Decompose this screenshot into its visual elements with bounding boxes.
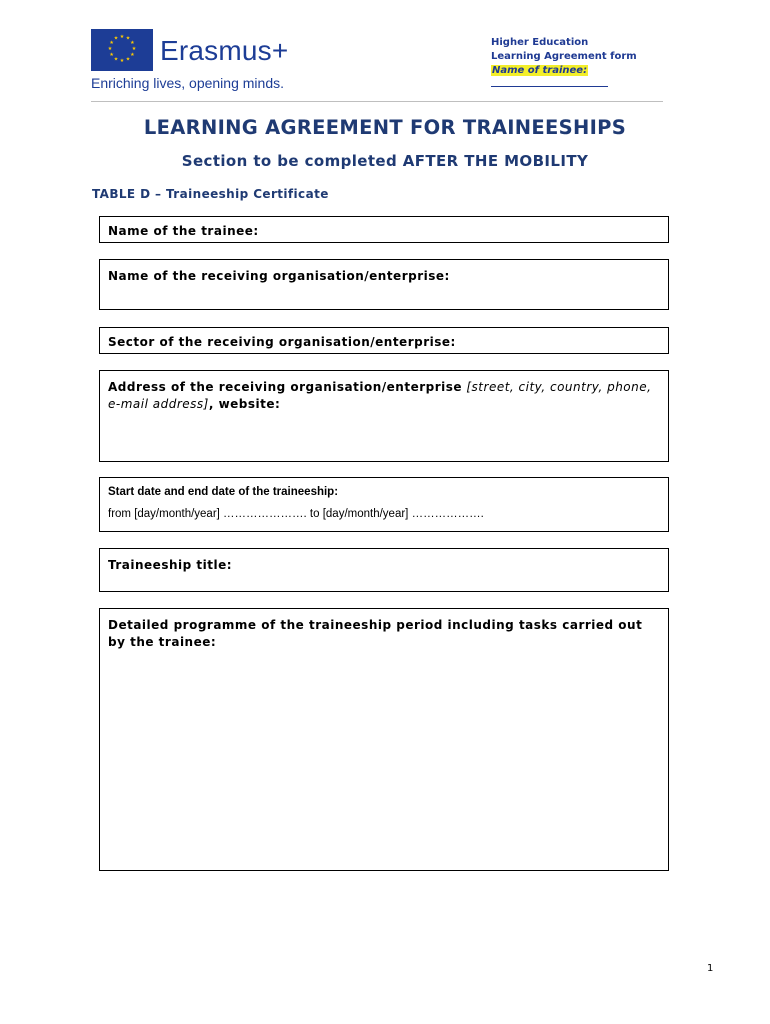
svg-text:★: ★ bbox=[119, 58, 125, 64]
table-label: TABLE D – Traineeship Certificate bbox=[92, 187, 329, 201]
svg-text:★: ★ bbox=[130, 40, 135, 46]
traineeship-title-field[interactable] bbox=[99, 548, 669, 592]
trainee-name-label: Name of the trainee: bbox=[108, 224, 259, 238]
erasmus-logo bbox=[91, 29, 311, 95]
svg-text:★: ★ bbox=[107, 46, 113, 52]
org-address-hint: [street, city, country, phone, e-mail address] bbox=[108, 380, 652, 411]
svg-text:★: ★ bbox=[131, 46, 137, 52]
header-line-higher-education: Higher Education bbox=[491, 37, 589, 48]
org-address-label: Address of the receiving organisation/enterprise bbox=[108, 380, 463, 394]
svg-text:★: ★ bbox=[113, 35, 119, 42]
erasmus-wordmark: Erasmus+ bbox=[160, 35, 289, 66]
dates-label: Start date and end date of the traineeship: bbox=[108, 486, 339, 498]
svg-text:★: ★ bbox=[119, 34, 125, 40]
org-address-field[interactable] bbox=[99, 370, 669, 462]
org-name-field[interactable] bbox=[99, 259, 669, 310]
header-divider bbox=[91, 101, 663, 102]
programme-label: Detailed programme of the traineeship period including tasks carried out by the trainee: bbox=[108, 618, 643, 649]
programme-field[interactable] bbox=[99, 608, 669, 871]
svg-text:★: ★ bbox=[113, 56, 119, 63]
logo-tagline: Enriching lives, opening minds. bbox=[91, 75, 284, 91]
svg-text:★: ★ bbox=[125, 35, 131, 42]
svg-text:★: ★ bbox=[109, 40, 114, 46]
header-trainee-label: Name of trainee: bbox=[492, 65, 588, 76]
header-info bbox=[491, 36, 637, 87]
svg-text:★: ★ bbox=[109, 52, 114, 58]
traineeship-title-label: Traineeship title: bbox=[108, 558, 233, 572]
page-title: LEARNING AGREEMENT FOR TRAINEESHIPS bbox=[143, 116, 627, 139]
org-sector-field[interactable] bbox=[99, 327, 669, 354]
org-sector-label: Sector of the receiving organisation/enterprise: bbox=[108, 335, 456, 349]
page-number: 1 bbox=[707, 963, 714, 974]
trainee-name-blank bbox=[491, 78, 608, 87]
eu-flag-icon bbox=[91, 29, 153, 71]
trainee-name-field[interactable] bbox=[99, 216, 669, 243]
header-line-form: Learning Agreement form bbox=[491, 51, 637, 62]
org-address-tail: , website: bbox=[208, 397, 281, 411]
svg-text:★: ★ bbox=[130, 52, 135, 58]
page-subtitle: Section to be completed AFTER THE MOBILITY bbox=[181, 152, 589, 170]
svg-text:★: ★ bbox=[125, 56, 131, 63]
traineeship-dates-field[interactable] bbox=[99, 477, 669, 532]
dates-value: from [day/month/year] …………………. to [day/month/year] ………………. bbox=[108, 508, 484, 520]
org-name-label: Name of the receiving organisation/enterprise: bbox=[108, 269, 450, 283]
